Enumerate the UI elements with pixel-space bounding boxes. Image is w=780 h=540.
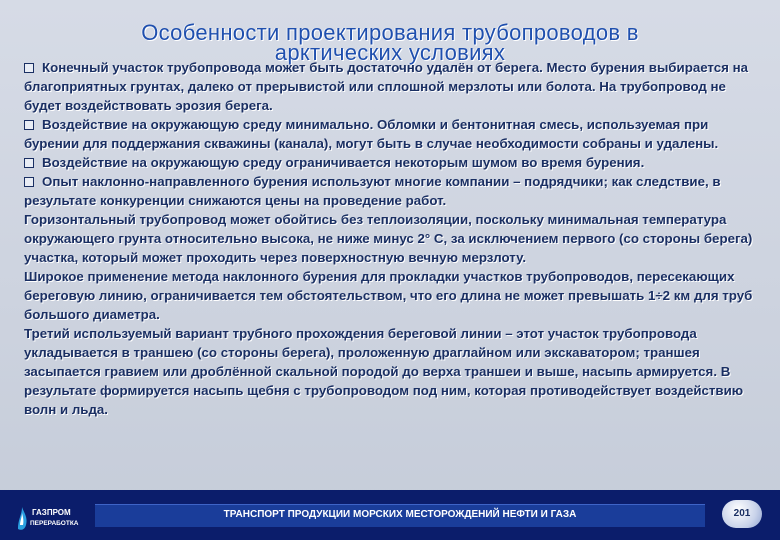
square-bullet-icon bbox=[24, 177, 34, 187]
paragraph: Широкое применение метода наклонного бурения для прокладки участков трубопроводов, пересекающих береговую линию, ограничивается тем обстоятельством, что его длина не может превышать 1÷2 км для труб большого диаметра. bbox=[24, 269, 753, 322]
page-number: 201 bbox=[722, 500, 762, 528]
bullet-item bbox=[24, 153, 758, 172]
square-bullet-icon bbox=[24, 120, 34, 130]
logo-text-2: ПЕРЕРАБОТКА bbox=[30, 520, 79, 527]
bullet-item bbox=[24, 58, 758, 115]
gazprom-logo bbox=[8, 495, 80, 535]
bullet-text: Воздействие на окружающую среду минимально. Обломки и бентонитная смесь, используемая при бурении для поддержания скважины (канала), могут быть в случае необходимости собраны и удалены. bbox=[24, 117, 719, 151]
footer-caption: ТРАНСПОРТ ПРОДУКЦИИ МОРСКИХ МЕСТОРОЖДЕНИЙ НЕФТИ И ГАЗА bbox=[223, 509, 577, 520]
square-bullet-icon bbox=[24, 63, 34, 73]
logo-text-1: ГАЗПРОМ bbox=[32, 508, 71, 517]
bullet-text: Конечный участок трубопровода может быть достаточно удалён от берега. Место бурения выбирается на благоприятных грунтах, далеко от прерывистой или сплошной мерзлоты или болота. На трубопровод не будет воздействовать эрозия берега. bbox=[24, 60, 749, 113]
bullet-item bbox=[24, 172, 758, 210]
slide-title-line-1: Особенности проектирования трубопроводов в bbox=[141, 20, 639, 45]
slide-title-line-2: арктических условиях bbox=[274, 40, 506, 65]
bullet-text: Воздействие на окружающую среду ограничивается некоторым шумом во время бурения. bbox=[42, 155, 645, 170]
bullet-text: Опыт наклонно-направленного бурения используют многие компании – подрядчики; как следствие, в результате конкуренции снижаются цены на проведение работ. bbox=[24, 174, 721, 208]
slide-title bbox=[60, 20, 720, 65]
paragraph: Горизонтальный трубопровод может обойтись без теплоизоляции, поскольку минимальная температура окружающего грунта относительно высока, не ниже минус 2° С, за исключением первого (со стороны берега) участка, который может проходить через поверхностную вечную мерзлоту. bbox=[24, 212, 753, 265]
square-bullet-icon bbox=[24, 158, 34, 168]
slide-content bbox=[24, 58, 758, 419]
paragraph: Третий используемый вариант трубного прохождения береговой линии – этот участок трубопровода укладывается в траншею (со стороны берега), проложенную драглайном или экскаватором; траншея засыпается гравием или дроблённой скальной породой до верха траншеи и выше, насыпь армируется. В результате формируется насыпь щебня с трубопроводом под ним, которая противодействует воздействию волн и льда. bbox=[24, 326, 744, 417]
bullet-item bbox=[24, 115, 758, 153]
